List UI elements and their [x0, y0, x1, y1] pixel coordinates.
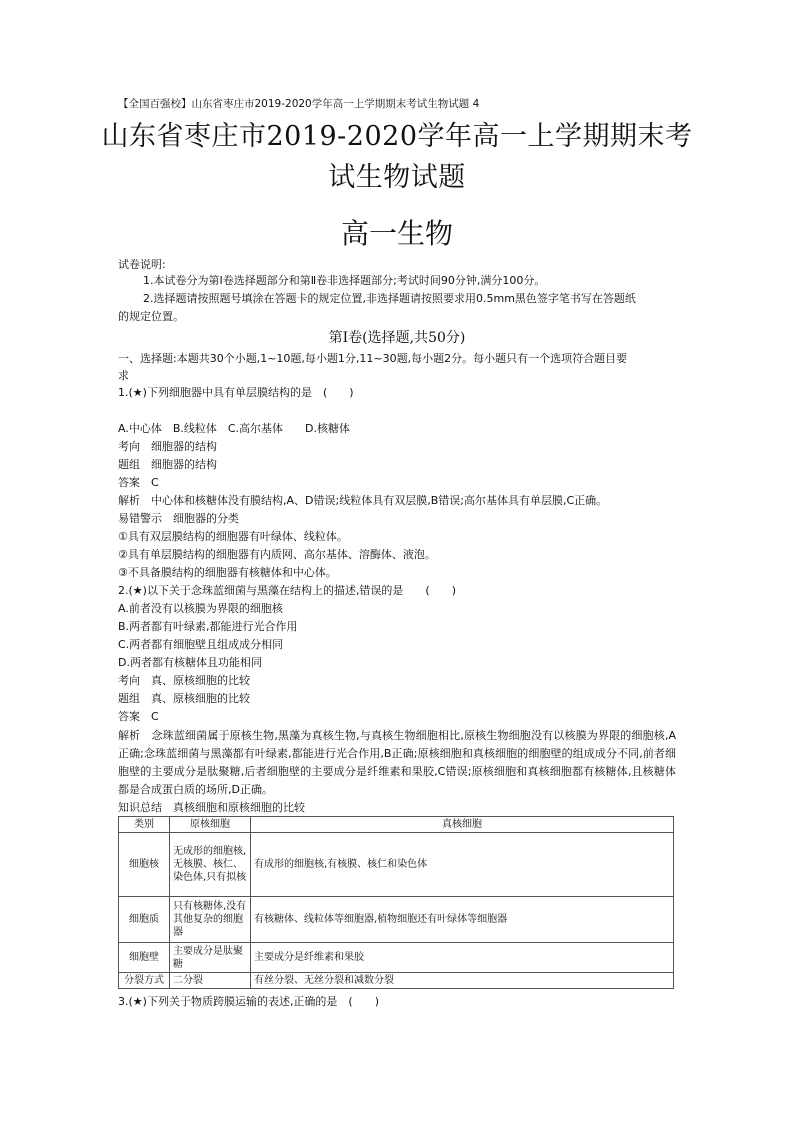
table-row: [119, 897, 674, 943]
question-1-kaoxiang: 考向 细胞器的结构: [118, 440, 217, 453]
question-2-option-b: B.两者都有叶绿素,都能进行光合作用: [118, 620, 298, 633]
question-1-options: A.中心体 B.线粒体 C.高尔基体 D.核糖体: [118, 422, 351, 435]
question-1-answer: 答案 C: [118, 476, 159, 489]
instruction-item-2-cont: 的规定位置。: [118, 310, 184, 323]
table-row: [119, 833, 674, 897]
table-header: 原核细胞: [170, 817, 251, 833]
table-header: 类别: [119, 817, 170, 833]
question-1-analysis: 解析 中心体和核糖体没有膜结构,A、D错误;线粒体具有双层膜,B错误;高尔基体具有单层膜,C正确。: [118, 494, 608, 507]
question-2-option-d: D.两者都有核糖体且功能相同: [118, 656, 262, 669]
section-title: 第Ⅰ卷(选择题,共50分): [328, 330, 466, 346]
question-1-tizu: 题组 细胞器的结构: [118, 458, 217, 471]
table-row: [119, 973, 674, 989]
table-cell: 分裂方式: [119, 973, 170, 989]
question-1-warning-3: ③不具备膜结构的细胞器有核糖体和中心体。: [118, 566, 337, 579]
question-2-option-a: A.前者没有以核膜为界限的细胞核: [118, 602, 283, 615]
exam-title-line1: 山东省枣庄市2019-2020学年高一上学期期末考: [101, 121, 693, 152]
question-2-kaoxiang: 考向 真、原核细胞的比较: [118, 674, 250, 687]
table-cell: 无成形的细胞核,无核膜、核仁、染色体,只有拟核: [170, 833, 251, 897]
comparison-table: [118, 816, 674, 989]
question-2-stem: 2.(★)以下关于念珠蓝细菌与黑藻在结构上的描述,错误的是 ( ): [118, 584, 457, 597]
instructions-label: 试卷说明:: [118, 258, 166, 271]
question-1-warning: 易错警示 细胞器的分类: [118, 512, 239, 525]
table-cell: 主要成分是纤维素和果胶: [251, 943, 674, 973]
section-description-cont: 求: [118, 369, 129, 382]
section-description: 一、选择题:本题共30个小题,1~10题,每小题1分,11~30题,每小题2分。每小题只有一个选项符合题目要: [118, 352, 628, 365]
instruction-item-1: 1.本试卷分为第Ⅰ卷选择题部分和第Ⅱ卷非选择题部分;考试时间90分钟,满分100分。: [143, 274, 546, 287]
question-1-stem: 1.(★)下列细胞器中具有单层膜结构的是 ( ): [118, 386, 354, 399]
question-1-warning-1: ①具有双层膜结构的细胞器有叶绿体、线粒体。: [118, 530, 348, 543]
exam-title-line2: 试生物试题: [328, 162, 466, 193]
table-header-row: [119, 817, 674, 833]
table-cell: 主要成分是肽聚糖: [170, 943, 251, 973]
table-cell: 有丝分裂、无丝分裂和减数分裂: [251, 973, 674, 989]
table-cell: 有成形的细胞核,有核膜、核仁和染色体: [251, 833, 674, 897]
question-2-tizu: 题组 真、原核细胞的比较: [118, 692, 250, 705]
page-header: 【全国百强校】山东省枣庄市2019-2020学年高一上学期期末考试生物试题 4: [118, 98, 480, 110]
table-header: 真核细胞: [251, 817, 674, 833]
question-2-answer: 答案 C: [118, 710, 159, 723]
table-cell: 细胞质: [119, 897, 170, 943]
table-cell: 二分裂: [170, 973, 251, 989]
exam-subtitle: 高一生物: [340, 217, 453, 250]
table-cell: 细胞核: [119, 833, 170, 897]
question-1-warning-2: ②具有单层膜结构的细胞器有内质网、高尔基体、溶酶体、液泡。: [118, 548, 436, 561]
instruction-item-2: 2.选择题请按照题号填涂在答题卡的规定位置,非选择题请按照要求用0.5mm黑色签字笔书写在答题纸: [143, 292, 636, 305]
table-row: [119, 943, 674, 973]
table-cell: 细胞壁: [119, 943, 170, 973]
question-2-summary: 知识总结 真核细胞和原核细胞的比较: [118, 801, 305, 814]
question-2-analysis: 解析 念珠蓝细菌属于原核生物,黑藻为真核生物,与真核生物细胞相比,原核生物细胞没有以核膜为界限的细胞核,A正确;念珠蓝细菌与黑藻都有叶绿素,都能进行光合作用,B正确;原核细胞和真核细胞的细胞壁的组成成分不同,前者细胞壁的主要成分是肽聚糖,后者细胞壁的主要成分是纤维素和果胶,C错误;原核细胞和真核细胞都有核糖体,且核糖体都是合成蛋白质的场所,D正确。: [118, 729, 676, 796]
table-cell: 只有核糖体,没有其他复杂的细胞器: [170, 897, 251, 943]
table-cell: 有核糖体、线粒体等细胞器,植物细胞还有叶绿体等细胞器: [251, 897, 674, 943]
question-3-stem: 3.(★)下列关于物质跨膜运输的表述,正确的是 ( ): [118, 995, 380, 1008]
question-2-option-c: C.两者都有细胞壁且组成成分相同: [118, 638, 284, 651]
